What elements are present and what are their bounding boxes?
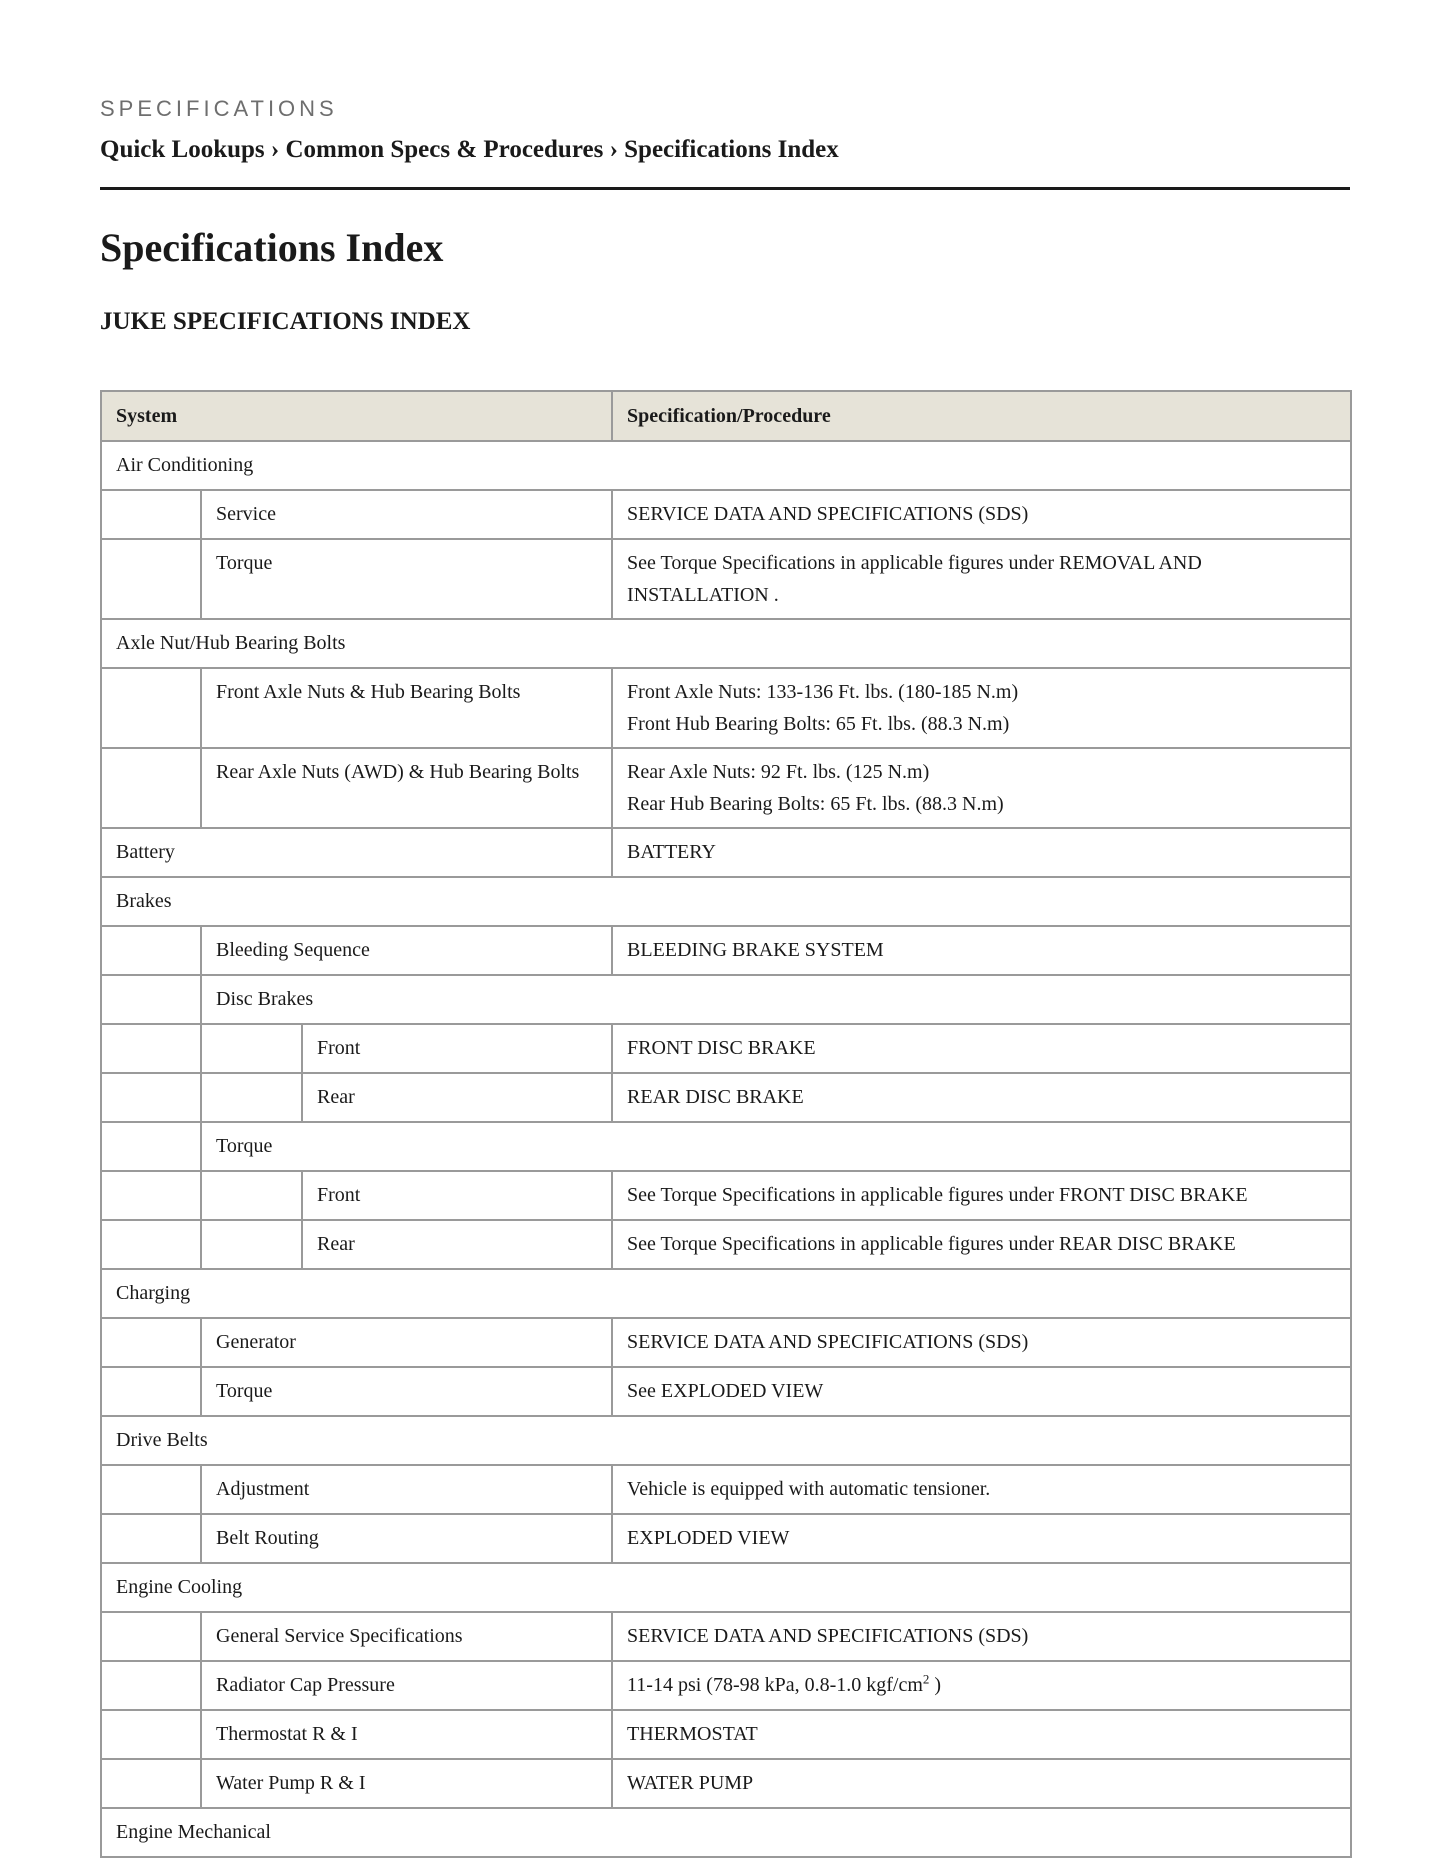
- system-cell: Front Axle Nuts & Hub Bearing Bolts: [201, 668, 612, 748]
- indent-cell: [101, 1367, 201, 1416]
- specification-line: [627, 547, 1336, 611]
- specification-line: [627, 1032, 1336, 1064]
- specification-cell: [612, 1367, 1351, 1416]
- specification-text: Vehicle is equipped with automatic tensioner.: [627, 1478, 991, 1500]
- table-row: [101, 1808, 1351, 1857]
- table-body: [101, 441, 1351, 1857]
- system-cell: Charging: [101, 1269, 1351, 1318]
- specification-line: [627, 1767, 1336, 1799]
- indent-cell: [101, 1759, 201, 1808]
- specification-cell: [612, 1759, 1351, 1808]
- table-row: [101, 1612, 1351, 1661]
- indent-cell: [101, 1220, 201, 1269]
- table-row: [101, 926, 1351, 975]
- specification-text: THERMOSTAT: [627, 1723, 758, 1745]
- system-cell: Battery: [101, 828, 612, 877]
- specification-text: 11-14 psi (78-98 kPa, 0.8-1.0 kgf/cm: [627, 1674, 923, 1696]
- table-row: [101, 1220, 1351, 1269]
- indent-cell: [201, 1171, 302, 1220]
- table-row: [101, 1073, 1351, 1122]
- specification-line: [627, 934, 1336, 966]
- breadcrumb-item-specifications-index: Specifications Index: [624, 136, 839, 163]
- breadcrumb-item-quick-lookups[interactable]: Quick Lookups: [100, 136, 265, 163]
- specification-line: [627, 1718, 1336, 1750]
- unit-superscript: 2: [922, 1671, 930, 1687]
- system-cell: Brakes: [101, 877, 1351, 926]
- page-subtitle: JUKE SPECIFICATIONS INDEX: [100, 308, 471, 335]
- table-row: [101, 877, 1351, 926]
- specification-cell: [612, 1318, 1351, 1367]
- system-cell: Service: [201, 490, 612, 539]
- specification-text: See Torque Specifications in applicable figures under REMOVAL AND INSTALLATION .: [627, 552, 1202, 606]
- system-cell: Radiator Cap Pressure: [201, 1661, 612, 1710]
- table-row: [101, 1563, 1351, 1612]
- indent-cell: [101, 1710, 201, 1759]
- page-title: Specifications Index: [100, 225, 444, 270]
- specification-line: [627, 498, 1336, 530]
- specification-cell: [612, 748, 1351, 828]
- table-row: [101, 975, 1351, 1024]
- breadcrumb-separator: ›: [609, 136, 618, 163]
- indent-cell: [101, 975, 201, 1024]
- specification-line: [627, 756, 1336, 788]
- table-row: [101, 1710, 1351, 1759]
- indent-cell: [101, 1122, 201, 1171]
- table-row: [101, 748, 1351, 828]
- indent-cell: [101, 668, 201, 748]
- specification-text: BATTERY: [627, 841, 716, 863]
- specification-cell: [612, 828, 1351, 877]
- indent-cell: [101, 1465, 201, 1514]
- indent-cell: [101, 490, 201, 539]
- table-header-row: [101, 391, 1351, 441]
- system-cell: Engine Mechanical: [101, 1808, 1351, 1857]
- table-row: [101, 1367, 1351, 1416]
- system-cell: Front: [302, 1024, 612, 1073]
- specification-text: See Torque Specifications in applicable figures under REAR DISC BRAKE: [627, 1233, 1236, 1255]
- specification-cell: [612, 1465, 1351, 1514]
- indent-cell: [101, 1318, 201, 1367]
- system-cell: Torque: [201, 539, 612, 619]
- specification-line: [627, 1375, 1336, 1407]
- specification-text: Rear Hub Bearing Bolts: 65 Ft. lbs. (88.3 N.m): [627, 793, 1004, 815]
- specification-text: Front Axle Nuts: 133-136 Ft. lbs. (180-185 N.m): [627, 681, 1019, 703]
- indent-cell: [101, 539, 201, 619]
- specification-text: See Torque Specifications in applicable figures under FRONT DISC BRAKE: [627, 1184, 1248, 1206]
- system-cell: Generator: [201, 1318, 612, 1367]
- system-cell: General Service Specifications: [201, 1612, 612, 1661]
- specification-cell: [612, 926, 1351, 975]
- breadcrumb-separator: ›: [270, 136, 280, 163]
- system-cell: Rear: [302, 1073, 612, 1122]
- column-header-specification: Specification/Procedure: [612, 391, 1351, 441]
- specification-text: See EXPLODED VIEW: [627, 1380, 824, 1402]
- specification-cell: [612, 1171, 1351, 1220]
- table-row: [101, 619, 1351, 668]
- specification-text-tail: ): [929, 1674, 942, 1696]
- specification-line: [627, 1522, 1336, 1554]
- table-row: [101, 828, 1351, 877]
- indent-cell: [101, 1612, 201, 1661]
- table-row: [101, 1416, 1351, 1465]
- indent-cell: [201, 1073, 302, 1122]
- indent-cell: [101, 1073, 201, 1122]
- system-cell: Torque: [201, 1367, 612, 1416]
- specification-text: FRONT DISC BRAKE: [627, 1037, 816, 1059]
- table-row: [101, 539, 1351, 619]
- specification-cell: [612, 1073, 1351, 1122]
- table-row: [101, 1171, 1351, 1220]
- specification-text: SERVICE DATA AND SPECIFICATIONS (SDS): [627, 1625, 1029, 1647]
- specification-text: Front Hub Bearing Bolts: 65 Ft. lbs. (88.3 N.m): [627, 713, 1010, 735]
- specification-line: [627, 1473, 1336, 1505]
- table-row: [101, 1759, 1351, 1808]
- table-row: [101, 441, 1351, 490]
- system-cell: Torque: [201, 1122, 1351, 1171]
- system-cell: Disc Brakes: [201, 975, 1351, 1024]
- table-row: [101, 1318, 1351, 1367]
- table-row: [101, 668, 1351, 748]
- specification-text: REAR DISC BRAKE: [627, 1086, 804, 1108]
- specification-text: WATER PUMP: [627, 1772, 754, 1794]
- breadcrumb: [100, 136, 1350, 164]
- specification-line: [627, 708, 1336, 740]
- table-row: [101, 1514, 1351, 1563]
- specification-cell: [612, 1220, 1351, 1269]
- specification-line: [627, 1179, 1336, 1211]
- system-cell: Adjustment: [201, 1465, 612, 1514]
- system-cell: Rear: [302, 1220, 612, 1269]
- indent-cell: [101, 1514, 201, 1563]
- specification-cell: [612, 1710, 1351, 1759]
- indent-cell: [101, 1661, 201, 1710]
- system-cell: Axle Nut/Hub Bearing Bolts: [101, 619, 1351, 668]
- section-label: SPECIFICATIONS: [100, 96, 338, 121]
- specification-line: [627, 836, 1336, 868]
- system-cell: Thermostat R & I: [201, 1710, 612, 1759]
- indent-cell: [101, 926, 201, 975]
- indent-cell: [101, 748, 201, 828]
- system-cell: Front: [302, 1171, 612, 1220]
- table-row: [101, 490, 1351, 539]
- specification-text: BLEEDING BRAKE SYSTEM: [627, 939, 884, 961]
- header-divider: [100, 187, 1350, 190]
- specification-cell: [612, 1024, 1351, 1073]
- system-cell: Air Conditioning: [101, 441, 1351, 490]
- table-row: [101, 1661, 1351, 1710]
- system-cell: Rear Axle Nuts (AWD) & Hub Bearing Bolts: [201, 748, 612, 828]
- system-cell: Drive Belts: [101, 1416, 1351, 1465]
- specification-line: [627, 1669, 1336, 1701]
- indent-cell: [201, 1024, 302, 1073]
- specification-cell: [612, 1612, 1351, 1661]
- indent-cell: [101, 1024, 201, 1073]
- column-header-system: System: [101, 391, 612, 441]
- system-cell: Water Pump R & I: [201, 1759, 612, 1808]
- system-cell: Bleeding Sequence: [201, 926, 612, 975]
- system-cell: Engine Cooling: [101, 1563, 1351, 1612]
- specification-line: [627, 788, 1336, 820]
- specification-line: [627, 1081, 1336, 1113]
- specification-line: [627, 676, 1336, 708]
- table-row: [101, 1465, 1351, 1514]
- table-row: [101, 1122, 1351, 1171]
- specification-text: Rear Axle Nuts: 92 Ft. lbs. (125 N.m): [627, 761, 930, 783]
- specification-cell: [612, 668, 1351, 748]
- breadcrumb-item-common-specs[interactable]: Common Specs & Procedures: [285, 136, 604, 163]
- specification-text: SERVICE DATA AND SPECIFICATIONS (SDS): [627, 503, 1029, 525]
- table-row: [101, 1269, 1351, 1318]
- specification-cell: [612, 490, 1351, 539]
- indent-cell: [101, 1171, 201, 1220]
- specification-text: EXPLODED VIEW: [627, 1527, 790, 1549]
- specification-cell: [612, 539, 1351, 619]
- indent-cell: [201, 1220, 302, 1269]
- specification-cell: [612, 1514, 1351, 1563]
- specification-line: [627, 1620, 1336, 1652]
- table-row: [101, 1024, 1351, 1073]
- system-cell: Belt Routing: [201, 1514, 612, 1563]
- specification-line: [627, 1228, 1336, 1260]
- specification-cell: [612, 1661, 1351, 1710]
- specifications-table: [100, 390, 1352, 1858]
- specification-line: [627, 1326, 1336, 1358]
- specification-text: SERVICE DATA AND SPECIFICATIONS (SDS): [627, 1331, 1029, 1353]
